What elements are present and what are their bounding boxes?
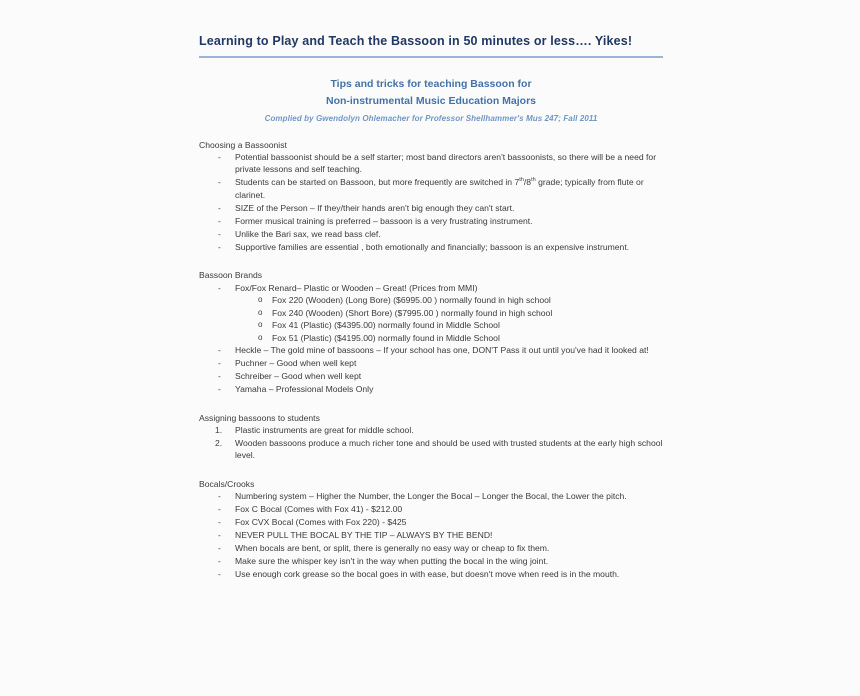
byline: Complied by Gwendolyn Ohlemacher for Professor Shellhammer's Mus 247; Fall 2011 bbox=[264, 113, 598, 123]
list-item: o Fox 51 (Plastic) ($4195.00) normally found in Middle School bbox=[199, 332, 663, 344]
list-assigning-bassoons bbox=[199, 424, 663, 462]
list-item: - Fox CVX Bocal (Comes with Fox 220) - $425 bbox=[199, 516, 663, 528]
list-item: - Fox/Fox Renard– Plastic or Wooden – Great! (Prices from MMI) bbox=[199, 282, 663, 294]
list-item: Wooden bassoons produce a much richer tone and should be used with trusted students at the early high school level. bbox=[235, 438, 663, 461]
list-bassoon-brands bbox=[199, 282, 663, 294]
list-item: - Make sure the whisper key isn't in the way when putting the bocal in the wing joint. bbox=[199, 555, 663, 567]
list-item: - Potential bassoonist should be a self starter; most band directors aren't bassoonists, so there will be a need for private lessons and self teaching. bbox=[199, 151, 663, 176]
list-item: - Former musical training is preferred – bassoon is a very frustrating instrument. bbox=[199, 215, 663, 227]
list-item: - SIZE of the Person – If they/their hands aren't big enough they can't start. bbox=[199, 202, 663, 214]
list-fox-models bbox=[199, 294, 663, 344]
list-item: - Fox C Bocal (Comes with Fox 41) - $212.00 bbox=[199, 503, 663, 515]
document-body bbox=[199, 30, 663, 581]
list-item: - Numbering system – Higher the Number, the Longer the Bocal – Longer the Bocal, the Lower the pitch. bbox=[199, 490, 663, 502]
list-item: - Yamaha – Professional Models Only bbox=[199, 383, 663, 395]
subtitle-line-2: Non-instrumental Music Education Majors bbox=[325, 95, 537, 108]
list-item: - Heckle – The gold mine of bassoons – If your school has one, DON'T Pass it out until you've had it looked at! bbox=[199, 344, 663, 356]
page-title: Learning to Play and Teach the Bassoon in 50 minutes or less…. Yikes! bbox=[199, 30, 663, 58]
section-heading-bassoon-brands: Bassoon Brands bbox=[199, 270, 263, 281]
ordinal-suffix: th bbox=[531, 177, 536, 184]
list-item: - Puchner – Good when well kept bbox=[199, 357, 663, 369]
list-item: - Use enough cork grease so the bocal goes in with ease, but doesn't move when reed is in the mouth. bbox=[199, 568, 663, 580]
list-item: - Unlike the Bari sax, we read bass clef. bbox=[199, 228, 663, 240]
section-heading-choosing-a-bassoonist: Choosing a Bassoonist bbox=[199, 139, 287, 150]
subtitle-block bbox=[199, 76, 663, 123]
list-item: o Fox 41 (Plastic) ($4395.00) normally found in Middle School bbox=[199, 319, 663, 331]
list-item: - Students can be started on Bassoon, but more frequently are switched in 7th/8th grade; typically from flute or clarinet. bbox=[199, 176, 663, 201]
section-heading-assigning-bassoons: Assigning bassoons to students bbox=[199, 412, 320, 423]
ordinal-suffix: th bbox=[519, 177, 524, 184]
list-item: o Fox 220 (Wooden) (Long Bore) ($6995.00 ) normally found in high school bbox=[199, 294, 663, 306]
list-item: - NEVER PULL THE BOCAL BY THE TIP – ALWAYS BY THE BEND! bbox=[199, 529, 663, 541]
section-heading-bocals-crooks: Bocals/Crooks bbox=[199, 478, 255, 489]
list-item: - Supportive families are essential , both emotionally and financially; bassoon is an expensive instrument. bbox=[199, 241, 663, 253]
list-bocals-crooks bbox=[199, 490, 663, 580]
list-choosing-a-bassoonist bbox=[199, 151, 663, 253]
list-item: o Fox 240 (Wooden) (Short Bore) ($7995.00 ) normally found in high school bbox=[199, 307, 663, 319]
list-bassoon-brands-continued bbox=[199, 344, 663, 395]
list-item: - Schreiber – Good when well kept bbox=[199, 370, 663, 382]
list-item: - When bocals are bent, or split, there is generally no easy way or cheap to fix them. bbox=[199, 542, 663, 554]
subtitle-line-1: Tips and tricks for teaching Bassoon for bbox=[330, 77, 532, 90]
list-item: Plastic instruments are great for middle school. bbox=[235, 425, 414, 436]
